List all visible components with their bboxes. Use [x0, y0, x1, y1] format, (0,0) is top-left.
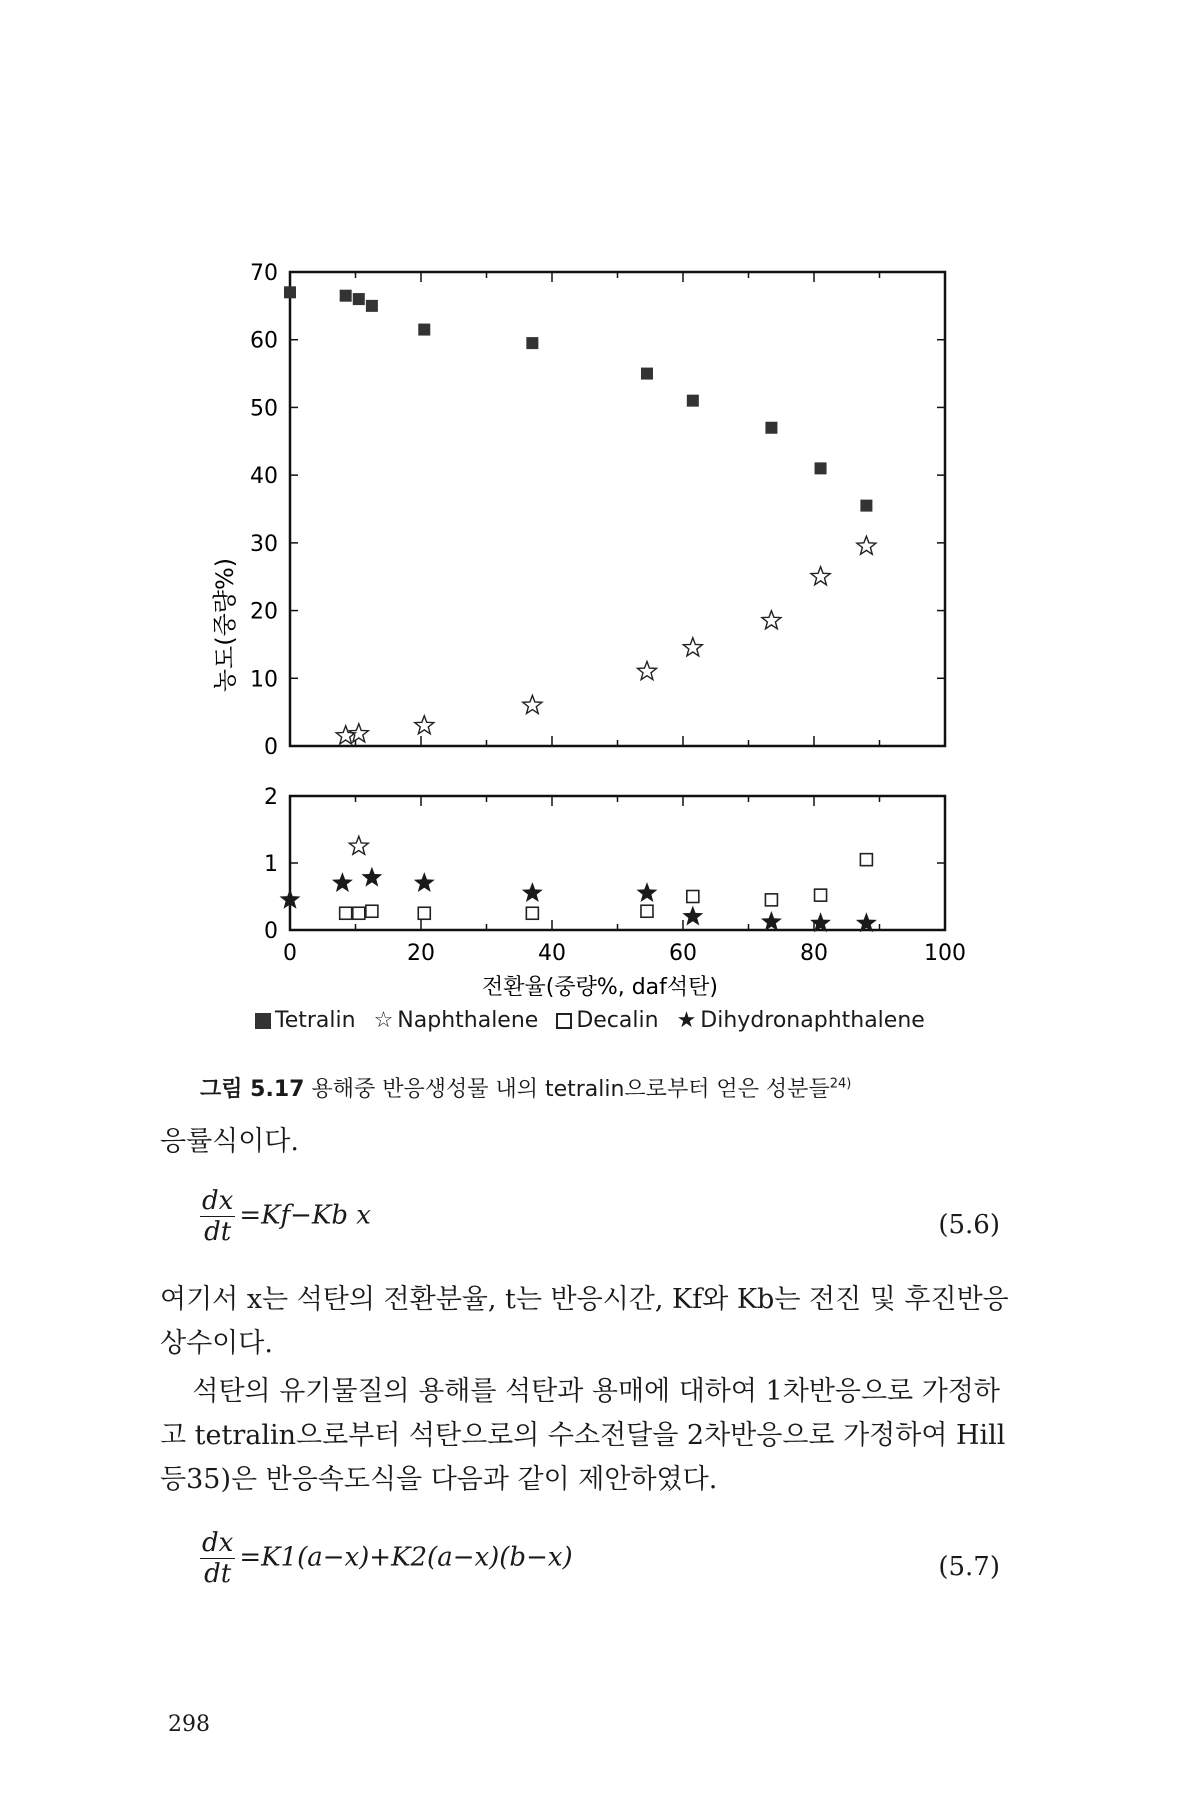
- legend-label-dihydronaphthalene: Dihydronaphthalene: [700, 1008, 925, 1033]
- x-axis-label: 전환율(중량%, daf석탄): [481, 975, 719, 1000]
- point-decalin: [366, 905, 378, 917]
- x-tick-label: 40: [538, 941, 566, 966]
- y-tick-label: 1: [264, 852, 278, 877]
- point-tetralin: [366, 300, 378, 312]
- y-tick-label: 2: [264, 785, 278, 810]
- eq1-rhs: =Kf−Kb x: [239, 1200, 371, 1231]
- equation-5-7: [200, 1528, 573, 1589]
- filled-square-icon: [255, 1013, 271, 1029]
- point-decalin: [860, 854, 872, 866]
- point-naphthalene: [336, 726, 355, 744]
- eq1-numerator: dx: [202, 1186, 234, 1216]
- eq2-rhs: =K1(a−x)+K2(a−x)(b−x): [239, 1542, 573, 1573]
- point-tetralin: [418, 324, 430, 336]
- legend-label-decalin: Decalin: [576, 1008, 659, 1033]
- page-number: 298: [168, 1712, 210, 1737]
- point-decalin: [353, 907, 365, 919]
- point-tetralin: [526, 337, 538, 349]
- point-naphthalene: [523, 695, 542, 713]
- y-tick-label: 0: [264, 919, 278, 944]
- caption-text: 용해중 반응생성물 내의 tetralin으로부터 얻은 성분들: [311, 1077, 830, 1102]
- point-dihydronaphthalene: [761, 911, 782, 931]
- point-tetralin: [284, 286, 296, 298]
- equation-5-6: [200, 1186, 371, 1247]
- point-tetralin: [340, 290, 352, 302]
- legend-label-tetralin: Tetralin: [275, 1008, 356, 1033]
- top-panel: [250, 261, 945, 760]
- point-naphthalene: [857, 536, 876, 554]
- eq1-denominator: dt: [204, 1217, 232, 1247]
- point-decalin: [418, 907, 430, 919]
- y-tick-label: 30: [250, 531, 278, 557]
- point-dihydronaphthalene: [682, 906, 703, 926]
- eq2-denominator: dt: [204, 1559, 232, 1589]
- point-dihydronaphthalene: [414, 872, 435, 892]
- point-tetralin: [687, 395, 699, 407]
- y-tick-label: 0: [264, 735, 278, 760]
- point-tetralin: [860, 500, 872, 512]
- bottom-panel: [264, 785, 966, 966]
- equation-number-5-7: (5.7): [938, 1552, 1000, 1582]
- open-star-icon: ☆: [373, 1007, 394, 1033]
- point-naphthalene: [349, 836, 368, 854]
- legend: [255, 1008, 925, 1033]
- equation-number-5-6: (5.6): [938, 1210, 1000, 1240]
- eq2-numerator: dx: [202, 1528, 234, 1558]
- caption-ref: 24): [829, 1076, 852, 1092]
- y-tick-label: 50: [250, 396, 278, 422]
- filled-star-icon: ★: [676, 1007, 697, 1033]
- legend-item-decalin: [556, 1008, 658, 1033]
- point-naphthalene: [349, 724, 368, 742]
- point-decalin: [641, 905, 653, 917]
- figure-caption: [200, 1072, 851, 1103]
- plot-frame: [290, 796, 945, 930]
- x-tick-label: 60: [669, 941, 697, 966]
- legend-item-dihydronaphthalene: [677, 1008, 925, 1033]
- open-square-icon: [556, 1013, 572, 1029]
- point-naphthalene: [811, 567, 830, 585]
- point-decalin: [526, 907, 538, 919]
- point-tetralin: [815, 462, 827, 474]
- body-line-1: 응률식이다.: [160, 1126, 299, 1157]
- y-tick-label: 40: [250, 464, 278, 490]
- body-paragraph-2: 석탄의 유기물질의 용해를 석탄과 용매에 대하여 1차반응으로 가정하고 tetralin으로부터 석탄으로의 수소전달을 2차반응으로 가정하여 Hill 등35)은 반응속도식을 다음과 같이 제안하였다.: [160, 1376, 1006, 1495]
- y-tick-label: 20: [250, 599, 278, 625]
- legend-item-tetralin: [255, 1008, 356, 1033]
- point-dihydronaphthalene: [637, 882, 658, 902]
- body-paragraph-1: 여기서 x는 석탄의 전환분율, t는 반응시간, Kf와 Kb는 전진 및 후진반응 상수이다.: [160, 1284, 1009, 1359]
- x-tick-label: 100: [924, 941, 966, 966]
- point-dihydronaphthalene: [522, 882, 543, 902]
- caption-label: 그림 5.17: [200, 1077, 305, 1102]
- x-tick-label: 80: [800, 941, 828, 966]
- y-axis-label: 농도(중량%): [211, 557, 239, 693]
- point-naphthalene: [415, 716, 434, 734]
- point-naphthalene: [683, 638, 702, 656]
- plot-frame: [290, 272, 945, 746]
- point-naphthalene: [638, 662, 657, 680]
- point-tetralin: [353, 293, 365, 305]
- point-naphthalene: [762, 611, 781, 629]
- x-tick-label: 0: [283, 941, 297, 966]
- y-tick-label: 10: [250, 667, 278, 693]
- point-decalin: [765, 894, 777, 906]
- x-tick-label: 20: [407, 941, 435, 966]
- y-tick-label: 60: [250, 328, 278, 354]
- y-tick-label: 70: [250, 261, 278, 286]
- point-decalin: [687, 891, 699, 903]
- point-tetralin: [641, 368, 653, 380]
- legend-item-naphthalene: [374, 1008, 539, 1033]
- point-decalin: [815, 889, 827, 901]
- point-decalin: [340, 907, 352, 919]
- point-dihydronaphthalene: [332, 872, 353, 892]
- legend-label-naphthalene: Naphthalene: [397, 1008, 539, 1033]
- point-tetralin: [765, 422, 777, 434]
- point-dihydronaphthalene: [361, 867, 382, 887]
